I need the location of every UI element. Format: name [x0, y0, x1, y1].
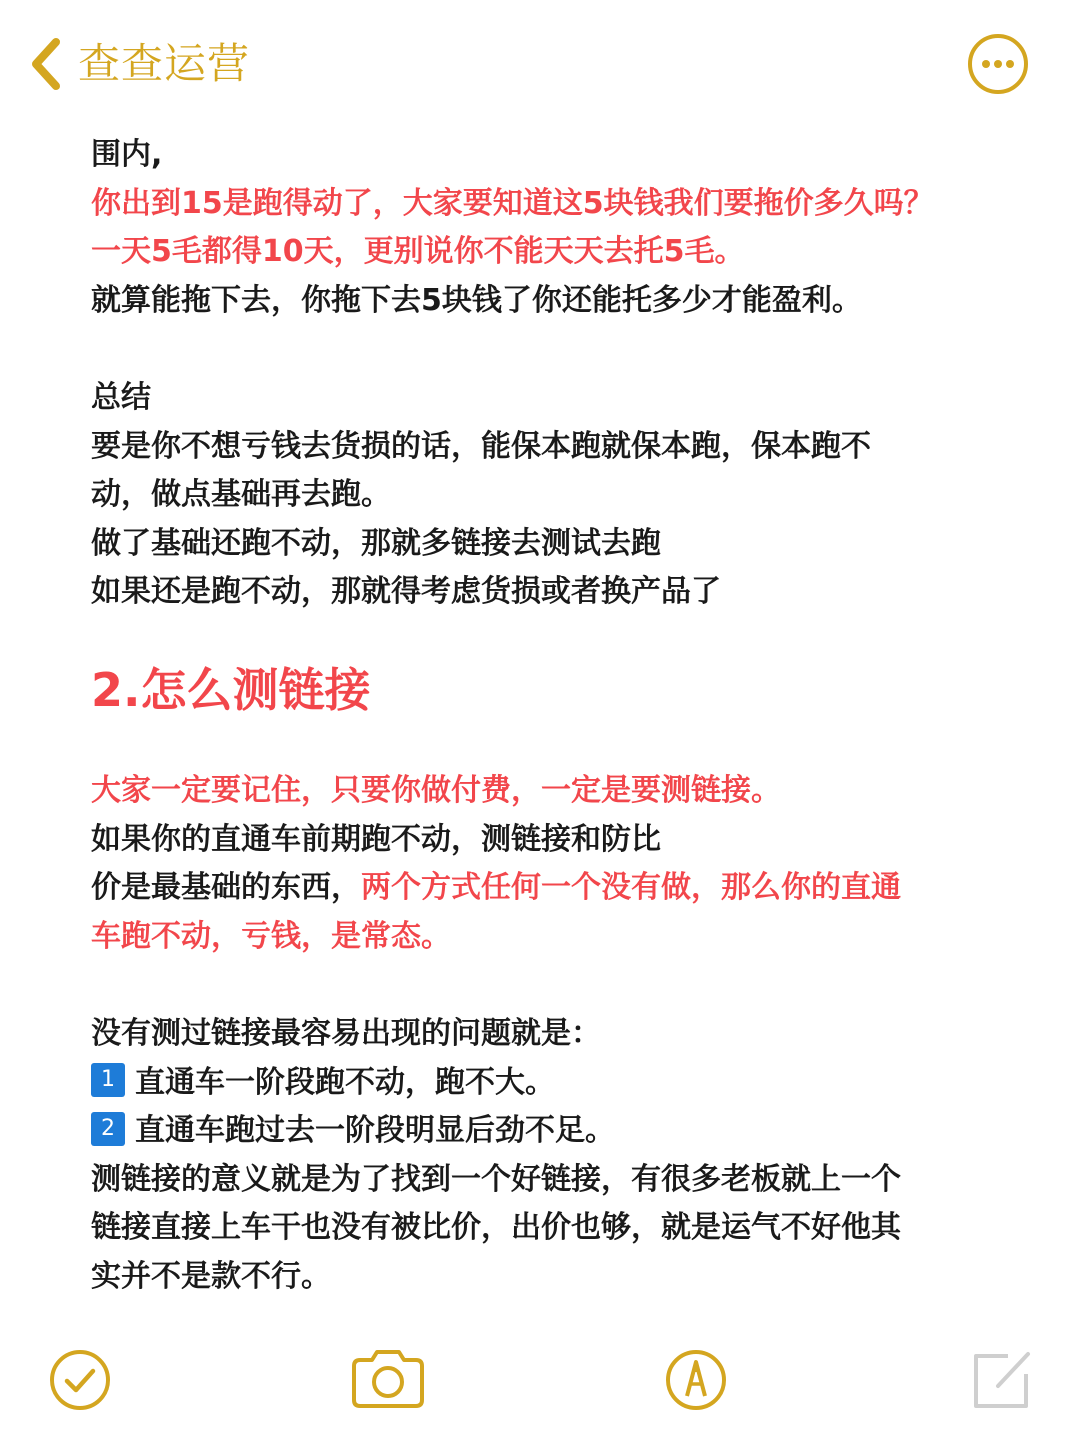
pen-tip-circle-icon	[656, 1340, 736, 1420]
highlight-line: 一天5毛都得10天，更别说你不能天天去托5毛。	[91, 234, 745, 270]
text-segment: 价是最基础的东西，	[91, 870, 361, 906]
chevron-left-icon	[28, 36, 64, 92]
highlight-segment: 两个方式任何一个没有做，那么你的直通	[361, 870, 901, 906]
text-line: 如果还是跑不动，那就得考虑货损或者换产品了	[91, 574, 721, 610]
highlight-line: 大家一定要记住，只要你做付费，一定是要测链接。	[91, 772, 781, 808]
more-horizontal-icon	[966, 32, 1030, 96]
markup-button[interactable]	[656, 1340, 736, 1420]
section-heading: 2.怎么测链接	[91, 662, 371, 717]
checkmark-circle-icon	[40, 1340, 120, 1420]
text-line: 实并不是款不行。	[91, 1258, 331, 1294]
text-line: 做了基础还跑不动，那就多链接去测试去跑	[91, 525, 661, 561]
number-two-badge: 2	[91, 1112, 125, 1146]
text-line: 围内,	[91, 137, 163, 172]
navigation-bar	[0, 0, 1080, 130]
back-label: 查查运营	[78, 39, 251, 88]
camera-icon	[348, 1340, 428, 1420]
list-item-text: 直通车跑过去一阶段明显后劲不足。	[135, 1113, 615, 1149]
bottom-toolbar	[0, 1340, 1080, 1430]
text-line: 测链接的意义就是为了找到一个好链接，有很多老板就上一个	[91, 1161, 901, 1197]
summary-title: 总结	[91, 379, 151, 415]
text-line: 要是你不想亏钱去货损的话，能保本跑就保本跑，保本跑不	[91, 428, 871, 464]
list-item-text: 直通车一阶段跑不动，跑不大。	[135, 1064, 555, 1100]
blank-line	[91, 325, 991, 374]
list-item	[91, 1107, 991, 1156]
more-options-button[interactable]	[966, 32, 1030, 96]
note-body[interactable]	[91, 131, 991, 1301]
list-item	[91, 1059, 991, 1108]
compose-button[interactable]	[962, 1340, 1042, 1420]
number-one-badge: 1	[91, 1063, 125, 1097]
highlight-line: 车跑不动，亏钱，是常态。	[91, 918, 451, 954]
highlight-line: 你出到15是跑得动了，大家要知道这5块钱我们要拖价多久吗？	[91, 185, 934, 221]
text-line: 就算能拖下去，你拖下去5块钱了你还能托多少才能盈利。	[91, 282, 862, 318]
text-line: 链接直接上车干也没有被比价，出价也够，就是运气不好他其	[91, 1210, 901, 1246]
blank-line	[91, 727, 991, 767]
back-button[interactable]	[28, 36, 250, 92]
checklist-button[interactable]	[40, 1340, 120, 1420]
compose-icon	[962, 1340, 1042, 1420]
text-line: 没有测过链接最容易出现的问题就是：	[91, 1015, 601, 1051]
camera-button[interactable]	[348, 1340, 428, 1420]
mixed-line	[91, 864, 991, 913]
text-line: 动，做点基础再去跑。	[91, 477, 391, 513]
text-line: 如果你的直通车前期跑不动，测链接和防比	[91, 821, 661, 857]
blank-line	[91, 961, 991, 1010]
